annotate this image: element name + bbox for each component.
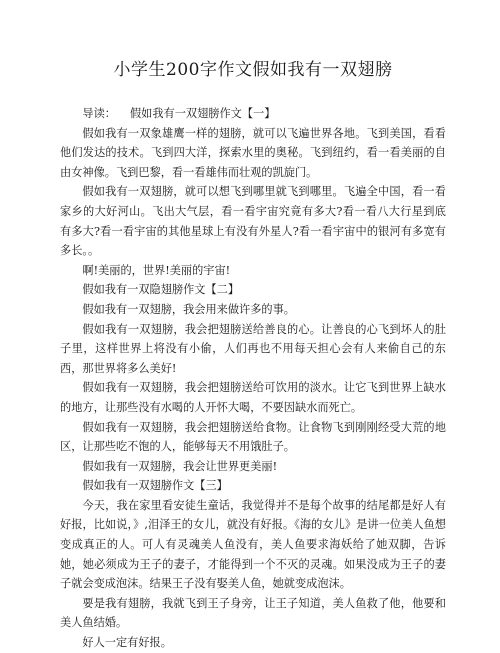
lead-paragraph <box>60 104 446 124</box>
paragraph-11: 今天，我在家里看安徒生童话，我觉得并不是每个故事的结尾都是好人有好报，比如说，》,泪泽王的女儿，就没有好报。《海的女儿》是讲一位美人鱼想变成真正的人。可人有灵魂美人鱼没有，美人鱼要求海妖给了她双脚，告诉她，她必须成为王子的妻子，才能得到一个不灭的灵魂。如果没成为王子的妻子就会变成泡沫。结果王子没有娶美人鱼，她就变成泡沫。 <box>60 498 446 591</box>
lead-text: 假如我有一双翅膀作文【一】 <box>129 107 276 120</box>
paragraph-3: 啊!美丽的，世界!美丽的宇宙! <box>82 263 231 277</box>
paragraph-12: 要是我有翅膀，我就飞到王子身旁，让王子知道，美人鱼救了他，他要和美人鱼结婚。 <box>60 596 446 630</box>
paragraph-7: 假如我有一双翅膀，我会把翅膀送给可饮用的淡水。让它飞到世界上缺水的地方，让那些没有水喝的人开怀大喝，不要因缺水而死亡。 <box>60 381 446 414</box>
paragraph-8: 假如我有一双翅膀，我会把翅膀送给食物。让食物飞到刚刚经受大荒的地区，让那些吃不饱的人，能够每天不用饿肚子。 <box>60 420 446 454</box>
section-heading-3: 假如我有一双翅膀作文【三】 <box>82 479 228 493</box>
paragraph-13: 好人一定有好报。 <box>82 636 172 650</box>
paragraph-1: 假如我有一双象雄鹰一样的翅膀，就可以飞遍世界各地。飞到美国，看看他们发达的技术。飞到四大洋，探索水里的奥秘。飞到纽约，看一看美丽的自由女神像。飞到巴黎，看一看雄伟而壮观的凯旋门。 <box>60 126 446 179</box>
document-title: 小学生200字作文假如我有一双翅膀 <box>113 60 393 80</box>
paragraph-6: 假如我有一双翅膀，我会把翅膀送给善良的心。让善良的心飞到坏人的肚子里，这样世界上将没有小偷，人们再也不用每天担心会有人来偷自己的东西，那世界将多么美好! <box>60 322 446 375</box>
section-heading-2: 假如我有一双隐翅膀作文【二】 <box>82 283 240 297</box>
lead-label: 导读： <box>82 107 116 120</box>
paragraph-9: 假如我有一双翅膀，我会让世界更美丽! <box>82 459 278 473</box>
paragraph-2: 假如我有一双翅膀，就可以想飞到哪里就飞到哪里。飞遍全中国，看一看家乡的大好河山。飞出大气层，看一看宇宙究竟有多大?看一看八大行星到底有多大?看一看宇宙的其他星球上有没有外星人?看一看宇宙中的银河有多宽有多长。。 <box>60 185 446 258</box>
paragraph-5: 假如我有一双翅膀，我会用来做许多的事。 <box>82 302 295 316</box>
